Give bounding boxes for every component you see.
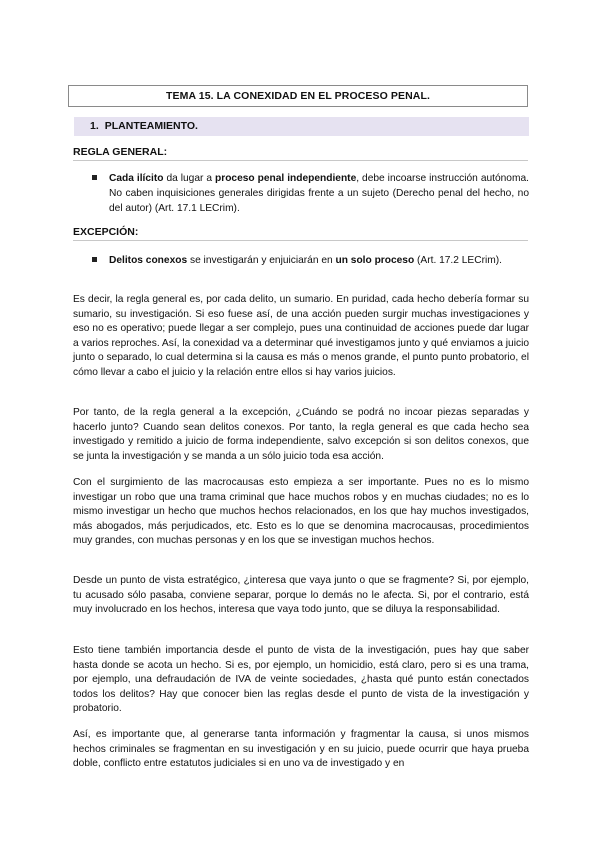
bullet-text: Delitos conexos se investigarán y enjuiciarán en un solo proceso (Art. 17.2 LECrim). <box>109 255 502 266</box>
excepcion-bullet <box>92 253 529 268</box>
paragraph: Con el surgimiento de las macrocausas esto empieza a ser importante. Pues no es lo mismo investigar un robo que una trama criminal que hace muchos robos y en muchas ciudades; no es lo mismo investigar un hecho que muchos hechos relacionados, en los que hay muchos investigados, más abogados, más perjudicados, etc. Esto es lo que se denomina macrocausas, procedimientos muy grandes, con muchas personas y en los que se investigan muchos hechos. <box>73 477 529 547</box>
paragraph: Es decir, la regla general es, por cada delito, un sumario. En puridad, cada hecho debería formar su sumario, su investigación. Si eso fuese así, de una acción pueden surgir muchas investigaciones y eso no es operativo; puede llegar a ser complejo, pues una continuidad de acciones puede dar lugar a varios reproches. Así, la conexidad va a determinar qué investigamos junto y qué enviamos a juicio junto o separado, lo cual determina si la causa es más o menos grande, el punto punto probatorio, el cómo llevar a cabo el juicio y la relación entre ellos si hay varios juicios. <box>73 294 529 378</box>
paragraph: Desde un punto de vista estratégico, ¿interesa que vaya junto o que se fragmente? Si, por ejemplo, tu acusado sólo pasaba, conviene separar, porque lo demás no le afecta. Si, por el contrario, está muy involucrado en los hechos, interesa que vaya todo junto, que se diluya la responsabilidad. <box>73 575 529 616</box>
bullet-text: Cada ilícito da lugar a proceso penal independiente, debe incoarse instrucción autónoma. No caben inquisiciones generales dirigidas frente a un sujeto (Derecho penal del hecho, no del autor) (Art. 17.1 LECrim). <box>109 173 529 214</box>
excepcion-heading: EXCEPCIÓN: <box>73 226 139 238</box>
paragraph: Esto tiene también importancia desde el punto de vista de la investigación, pues hay que saber hasta donde se acota un hecho. Si es, por ejemplo, un homicidio, está claro, pero si es una trama, por ejemplo, una defraudación de IVA de veinte sociedades, ¿hasta qué punto están conectados todos los delitos? Hay que conocer bien las reglas desde el punto de vista de la investigación y probatorio. <box>73 645 529 715</box>
section-label: PLANTEAMIENTO. <box>104 120 198 132</box>
paragraph: Por tanto, de la regla general a la excepción, ¿Cuándo se podrá no incoar piezas separadas y hacerlo junto? Cuando sean delitos conexos. Por tanto, la regla general es que cada hecho sea investigado y remitido a juicio de forma independiente, salvo excepción si son delitos conexos, que se junta la investigación y se manda a un sólo juicio toda esa acción. <box>73 407 529 462</box>
regla-general-heading: REGLA GENERAL: <box>73 146 168 158</box>
divider <box>73 160 528 161</box>
bullet-square-icon <box>92 175 97 180</box>
section-number: 1. <box>90 120 99 132</box>
bullet-square-icon <box>92 257 97 262</box>
divider <box>73 240 528 241</box>
section-heading <box>74 117 529 136</box>
page-title: TEMA 15. LA CONEXIDAD EN EL PROCESO PENAL. <box>68 85 528 107</box>
paragraph: Así, es importante que, al generarse tanta información y fragmentar la causa, si unos mismos hechos criminales se fragmentan en su investigación y en su juicio, puede ocurrir que haya prueba doble, conflicto entre estatutos judiciales si en uno va de investigado y en <box>73 729 529 770</box>
regla-general-bullet <box>92 171 529 216</box>
